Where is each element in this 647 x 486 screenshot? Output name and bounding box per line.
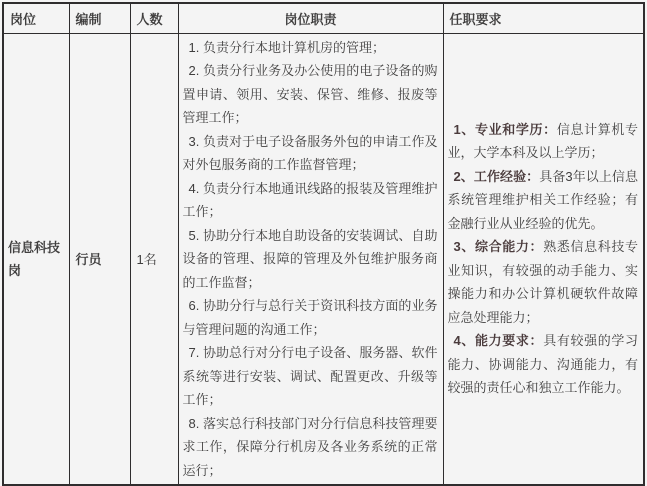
column-header-position: 岗位 — [3, 3, 69, 33]
responsibility-item: 4. 负责分行本地通讯线路的报装及管理维护工作； — [182, 180, 438, 219]
headcount-cell: 1名 — [130, 33, 178, 485]
table-row — [3, 33, 644, 485]
requirement-item — [448, 329, 639, 400]
header-row — [3, 3, 644, 33]
requirement-text: 具备3年以上信息系统管理维护相关工作经验；有金融行业从业经验的优先。 — [447, 168, 638, 231]
column-header-requirements: 任职要求 — [443, 3, 644, 33]
responsibility-item: 1. 负责分行本地计算机房的管理； — [188, 39, 385, 55]
column-header-headcount: 人数 — [130, 3, 178, 33]
position-cell: 信息科技岗 — [3, 33, 69, 485]
requirement-label: 2、工作经验： — [453, 168, 540, 184]
responsibility-item: 3. 负责对于电子设备服务外包的申请工作及对外包服务商的工作监督管理； — [182, 133, 438, 172]
requirement-label: 1、专业和学历： — [453, 121, 557, 137]
requirement-text: 具有较强的学习能力、协调能力、沟通能力，有较强的责任心和独立工作能力。 — [447, 333, 638, 396]
job-posting-table — [2, 2, 645, 486]
responsibility-item: 2. 负责分行业务及办公使用的电子设备的购置申请、领用、安装、保管、维修、报废等管理工作； — [182, 63, 438, 125]
responsibility-item: 7. 协助总行对分行电子设备、服务器、软件系统等进行安装、调试、配置更改、升级等工作； — [182, 345, 438, 407]
responsibility-item: 6. 协助分行与总行关于资讯科技方面的业务与管理问题的沟通工作； — [182, 298, 438, 337]
requirement-text: 信息计算机专业，大学本科及以上学历； — [447, 121, 638, 161]
requirements-cell — [443, 33, 644, 485]
column-header-responsibilities: 岗位职责 — [178, 3, 443, 33]
column-header-staffing: 编制 — [69, 3, 130, 33]
requirement-text: 熟悉信息科技专业知识，有较强的动手能力、实操能力和办公计算机硬软件故障应急处理能力； — [447, 239, 638, 325]
requirement-label: 4、能力要求： — [453, 333, 544, 349]
requirement-item — [448, 165, 639, 236]
responsibility-item: 8. 落实总行科技部门对分行信息科技管理要求工作，保障分行机房及各业务系统的正常运行； — [182, 415, 438, 478]
requirement-label: 3、综合能力： — [453, 239, 544, 255]
staffing-cell: 行员 — [69, 33, 130, 485]
responsibilities-cell — [178, 33, 443, 485]
requirement-item — [448, 235, 639, 329]
responsibility-item: 5. 协助分行本地自助设备的安装调试、自助设备的管理、报障的管理及外包维护服务商的工作监督； — [182, 227, 438, 290]
requirement-item — [448, 118, 639, 165]
